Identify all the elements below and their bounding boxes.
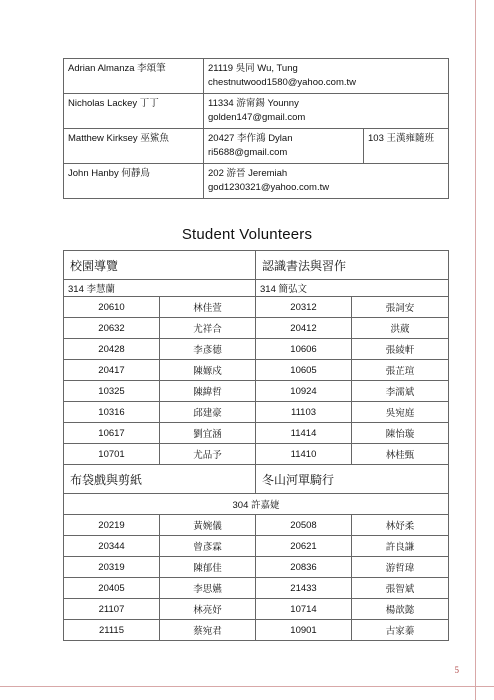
left-student-name: 陳嫄戍 [160,360,256,381]
volunteer-row [64,620,449,641]
contact-name: John Hanby 何靜鳥 [64,164,204,199]
left-student-id: 10316 [64,402,160,423]
left-student-id: 20417 [64,360,160,381]
contact-details [204,164,449,199]
contact-details [204,129,364,164]
left-student-id: 20405 [64,578,160,599]
right-student-name: 李濡斌 [352,381,449,402]
footer-rule [0,686,494,687]
right-student-name: 張綾軒 [352,339,449,360]
left-student-id: 20428 [64,339,160,360]
volunteer-row [64,297,449,318]
section-title: Student Volunteers [181,226,313,243]
contact-line-1: 21119 吳同 Wu, Tung [208,63,298,74]
margin-rule [475,0,476,700]
volunteer-row [64,444,449,465]
right-student-name: 洪葳 [352,318,449,339]
left-student-name: 蔡宛君 [160,620,256,641]
contact-line-1: 202 游晉 Jeremiah [208,168,288,179]
right-student-name: 林桂甄 [352,444,449,465]
volunteer-row [64,318,449,339]
right-student-id: 10901 [256,620,352,641]
coordinator-left: 314 李慧蘭 [64,280,256,297]
contact-row [64,129,449,164]
right-student-id: 20621 [256,536,352,557]
contact-row [64,94,449,129]
contact-line-1: 11334 游甯錫 Younny [208,98,299,109]
left-student-id: 20319 [64,557,160,578]
volunteer-row [64,557,449,578]
left-student-name: 劉宜涵 [160,423,256,444]
right-student-name: 張詞安 [352,297,449,318]
left-student-name: 邱建豪 [160,402,256,423]
right-student-name: 張智斌 [352,578,449,599]
page-number: 5 [454,665,459,675]
contact-details [204,59,449,94]
right-student-id: 21433 [256,578,352,599]
group-header-row [64,251,449,280]
right-student-name: 游哲瑋 [352,557,449,578]
left-student-id: 10617 [64,423,160,444]
left-student-name: 林亮妤 [160,599,256,620]
coordinator-shared: 304 許嘉婕 [64,494,449,515]
contact-table-body [64,59,449,199]
right-student-id: 20412 [256,318,352,339]
left-student-name: 曾彥霖 [160,536,256,557]
volunteer-row [64,423,449,444]
left-student-id: 10325 [64,381,160,402]
right-student-id: 10714 [256,599,352,620]
volunteers-table [63,250,449,641]
contact-name: Matthew Kirksey 巫鯊魚 [64,129,204,164]
group-title-left: 校園導覽 [64,251,256,280]
right-student-id: 10605 [256,360,352,381]
volunteers-table-body [64,251,449,641]
right-student-id: 11410 [256,444,352,465]
right-student-id: 20508 [256,515,352,536]
volunteer-row [64,360,449,381]
contact-line-2: god1230321@yahoo.com.tw [208,182,330,193]
right-student-name: 張芷瑄 [352,360,449,381]
right-student-name: 陳怡璇 [352,423,449,444]
volunteer-row [64,536,449,557]
contact-row [64,164,449,199]
group-title-left: 布袋戲與剪紙 [64,465,256,494]
right-student-id: 10606 [256,339,352,360]
volunteer-row [64,339,449,360]
right-student-id: 10924 [256,381,352,402]
left-student-id: 20344 [64,536,160,557]
right-student-name: 楊歆懿 [352,599,449,620]
left-student-name: 李彥德 [160,339,256,360]
group-title-right: 冬山河單騎行 [256,465,449,494]
coordinator-row [64,494,449,515]
left-student-name: 尤祥合 [160,318,256,339]
left-student-name: 尤品予 [160,444,256,465]
left-student-name: 陳郁佳 [160,557,256,578]
volunteer-row [64,515,449,536]
contact-line-2: golden147@gmail.com [208,112,306,123]
contact-name: Nicholas Lackey 丁丁 [64,94,204,129]
right-student-name: 吳宛庭 [352,402,449,423]
left-student-id: 20610 [64,297,160,318]
left-student-name: 黃婉儀 [160,515,256,536]
contact-table [63,58,449,199]
contact-note: 103 王漢雍隨班 [364,129,449,164]
right-student-id: 11103 [256,402,352,423]
left-student-id: 20632 [64,318,160,339]
contact-line-1: 20427 李作鴻 Dylan [208,133,293,144]
left-student-name: 李思嬿 [160,578,256,599]
volunteer-row [64,599,449,620]
left-student-name: 林佳萱 [160,297,256,318]
contact-details [204,94,449,129]
group-header-row [64,465,449,494]
right-student-name: 許良謙 [352,536,449,557]
left-student-id: 21115 [64,620,160,641]
volunteer-row [64,381,449,402]
contact-name: Adrian Almanza 李頌筆 [64,59,204,94]
group-title-right: 認識書法與習作 [256,251,449,280]
contact-line-2: chestnutwood1580@yahoo.com.tw [208,77,357,88]
right-student-id: 20836 [256,557,352,578]
volunteer-row [64,402,449,423]
coordinator-row [64,280,449,297]
left-student-name: 陳緯哲 [160,381,256,402]
contact-line-2: ri5688@gmail.com [208,147,288,158]
right-student-name: 林妤柔 [352,515,449,536]
contact-row [64,59,449,94]
right-student-id: 20312 [256,297,352,318]
left-student-id: 20219 [64,515,160,536]
left-student-id: 10701 [64,444,160,465]
volunteer-row [64,578,449,599]
right-student-name: 古家蓁 [352,620,449,641]
left-student-id: 21107 [64,599,160,620]
right-student-id: 11414 [256,423,352,444]
coordinator-right: 314 簡弘文 [256,280,449,297]
